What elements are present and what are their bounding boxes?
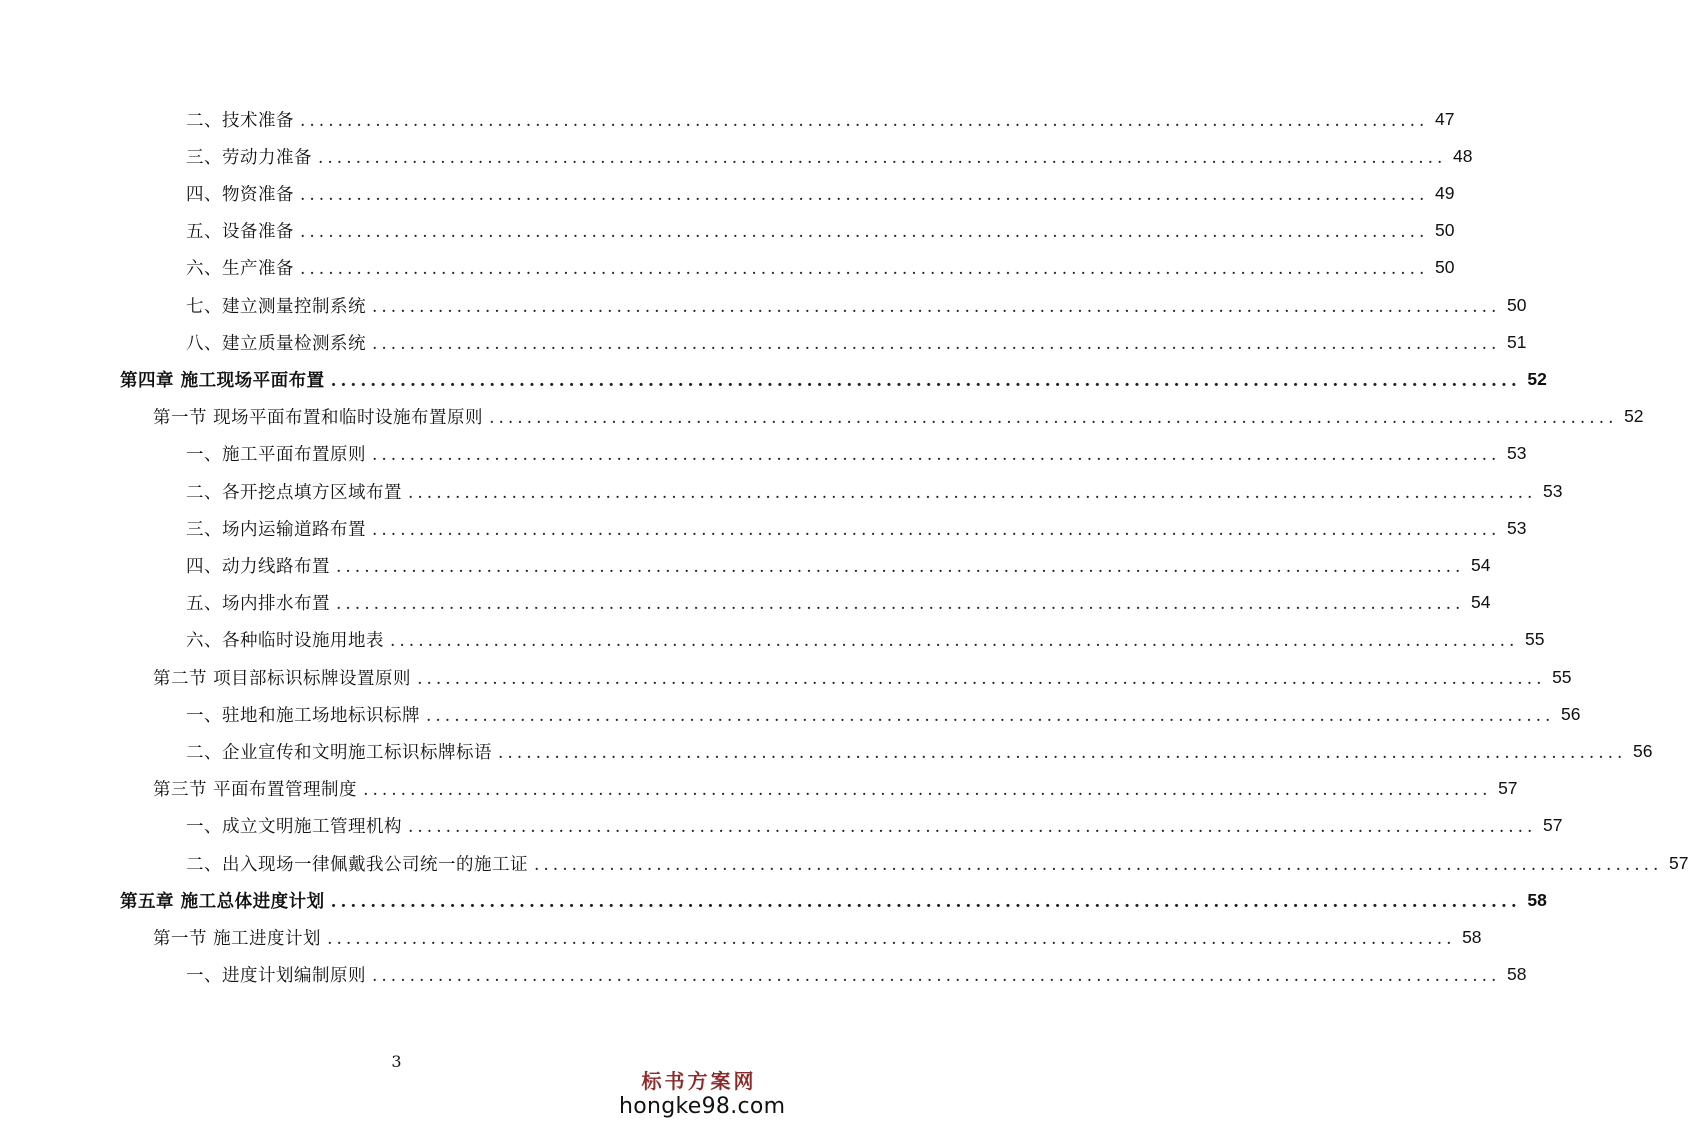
toc-leader-dots: ........................................................................................................................ [300,110,1429,131]
toc-entry-title: 五、设备准备 [186,222,294,243]
toc-entry-title: 八、建立质量检测系统 [186,333,366,354]
toc-entry-page: 53 [1507,517,1527,538]
toc-entry-title: 三、场内运输道路布置 [186,519,366,540]
toc-item-entry[interactable] [0,327,1527,357]
toc-entry-title: 二、技术准备 [186,110,294,131]
toc-entry-title: 二、企业宣传和文明施工标识标牌标语 [186,742,492,763]
toc-entry-title: 六、生产准备 [186,259,294,280]
watermark-name: 标书方案网 [641,1069,757,1093]
toc-entry-page: 57 [1543,815,1563,836]
page-number: 3 [391,1052,402,1071]
toc-entry-title: 第一节 现场平面布置和临时设施布置原则 [153,408,484,429]
toc-entry-title: 四、动力线路布置 [186,556,330,577]
toc-leader-dots: ........................................................................................................................ [498,742,1627,763]
toc-leader-dots: ........................................................................................................................ [372,519,1501,540]
toc-section-entry[interactable] [0,922,1482,952]
toc-entry-title: 一、进度计划编制原则 [186,966,366,987]
toc-item-entry[interactable] [0,699,1581,729]
toc-entry-page: 53 [1543,480,1563,501]
toc-entry-title: 二、各开挖点填方区域布置 [186,482,402,503]
toc-item-entry[interactable] [0,141,1473,171]
toc-entry-page: 57 [1669,852,1688,873]
toc-entry-title: 第四章 施工现场平面布置 [120,370,325,391]
toc-entry-page: 50 [1435,220,1455,241]
toc-entry-page: 55 [1525,629,1545,650]
toc-entry-page: 52 [1624,406,1644,427]
toc-entry-page: 58 [1462,926,1482,947]
toc-leader-dots: ........................................................................................................................ [318,147,1447,168]
toc-leader-dots: ........................................................................................................................ [372,966,1501,987]
toc-entry-title: 第五章 施工总体进度计划 [120,891,325,912]
toc-item-entry[interactable] [0,253,1455,283]
toc-entry-page: 58 [1507,964,1527,985]
toc-entry-page: 55 [1552,666,1572,687]
toc-section-entry[interactable] [0,402,1644,432]
toc-item-entry[interactable] [0,736,1653,766]
toc-item-entry[interactable] [0,513,1527,543]
toc-entry-page: 56 [1561,703,1581,724]
toc-entry-page: 54 [1471,554,1491,575]
toc-entry-title: 四、物资准备 [186,184,294,205]
toc-section-entry[interactable] [0,774,1518,804]
toc-leader-dots: ........................................................................................................................ [330,891,1521,912]
toc-leader-dots: ........................................................................................................................ [372,445,1501,466]
toc-leader-dots: ........................................................................................................................ [336,594,1465,615]
watermark-logo [619,1065,786,1119]
toc-item-entry[interactable] [0,550,1491,580]
toc-entry-title: 六、各种临时设施用地表 [186,631,384,652]
toc-entry-page: 53 [1507,443,1527,464]
toc-item-entry[interactable] [0,625,1545,655]
toc-entry-page: 56 [1633,740,1653,761]
toc-leader-dots: ........................................................................................................................ [336,556,1465,577]
toc-entry-title: 第二节 项目部标识标牌设置原则 [153,668,412,689]
toc-chapter-entry[interactable] [0,885,1547,915]
toc-entry-page: 49 [1435,182,1455,203]
toc-leader-dots: ........................................................................................................................ [330,370,1521,391]
toc-entry-title: 二、出入现场一律佩戴我公司统一的施工证 [186,854,528,875]
toc-item-entry[interactable] [0,588,1491,618]
toc-item-entry[interactable] [0,216,1455,246]
toc-entry-title: 三、劳动力准备 [186,147,312,168]
toc-entry-page: 57 [1498,778,1518,799]
toc-section-entry[interactable] [0,662,1572,692]
toc-entry-title: 第一节 施工进度计划 [153,928,322,949]
toc-leader-dots: ........................................................................................................................ [408,817,1537,838]
toc-leader-dots: ........................................................................................................................ [300,184,1429,205]
toc-leader-dots: ........................................................................................................................ [417,668,1546,689]
watermark-url: hongke98.com [619,1094,786,1119]
toc-leader-dots: ........................................................................................................................ [372,333,1501,354]
toc-item-entry[interactable] [0,178,1455,208]
toc-item-entry[interactable] [0,439,1527,469]
toc-entry-title: 七、建立测量控制系统 [186,296,366,317]
toc-leader-dots: ........................................................................................................................ [300,222,1429,243]
toc-leader-dots: ........................................................................................................................ [372,296,1501,317]
toc-leader-dots: ........................................................................................................................ [327,928,1456,949]
toc-entry-title: 五、场内排水布置 [186,594,330,615]
toc-entry-title: 一、驻地和施工场地标识标牌 [186,705,420,726]
toc-item-entry[interactable] [0,476,1563,506]
toc-entry-title: 一、成立文明施工管理机构 [186,817,402,838]
toc-item-entry[interactable] [0,290,1527,320]
toc-entry-page: 51 [1507,331,1527,352]
toc-leader-dots: ........................................................................................................................ [534,854,1663,875]
toc-leader-dots: ........................................................................................................................ [300,259,1429,280]
toc-entry-page: 58 [1527,889,1547,910]
toc-entry-page: 54 [1471,592,1491,613]
toc-entry-title: 一、施工平面布置原则 [186,445,366,466]
toc-item-entry[interactable] [0,104,1455,134]
toc-entry-page: 50 [1507,294,1527,315]
toc-chapter-entry[interactable] [0,364,1547,394]
toc-entry-title: 第三节 平面布置管理制度 [153,780,358,801]
toc-leader-dots: ........................................................................................................................ [363,780,1492,801]
toc-leader-dots: ........................................................................................................................ [426,705,1555,726]
toc-leader-dots: ........................................................................................................................ [408,482,1537,503]
toc-item-entry[interactable] [0,960,1527,990]
toc-item-entry[interactable] [0,811,1563,841]
toc-entry-page: 50 [1435,257,1455,278]
toc-entry-page: 52 [1527,368,1547,389]
toc-entry-page: 48 [1453,145,1473,166]
toc-leader-dots: ........................................................................................................................ [390,631,1519,652]
toc-leader-dots: ........................................................................................................................ [489,408,1618,429]
toc-item-entry[interactable] [0,848,1688,878]
toc-entry-page: 47 [1435,108,1455,129]
